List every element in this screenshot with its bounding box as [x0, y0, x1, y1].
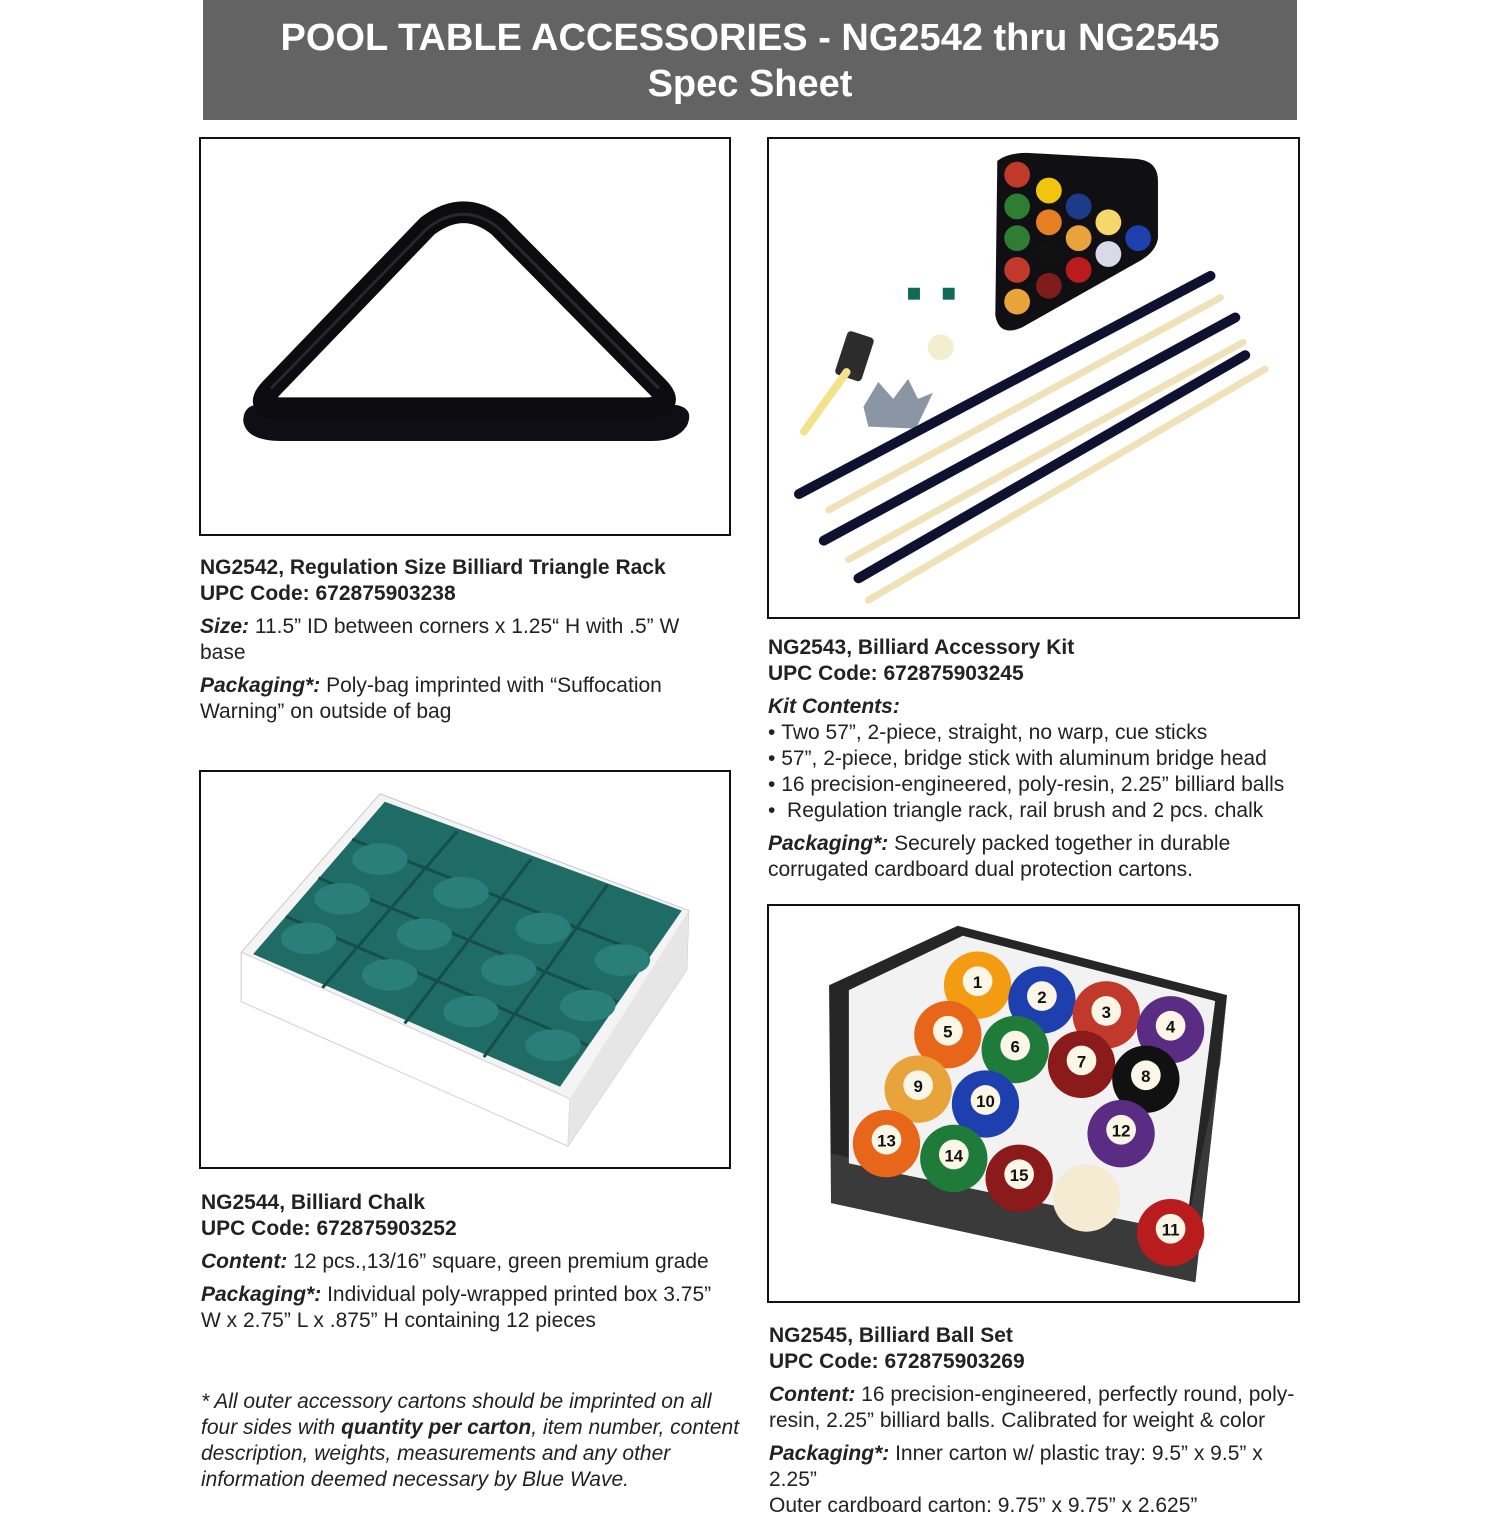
- ball-number: 3: [1101, 1002, 1111, 1022]
- chalk-image-frame: [199, 770, 731, 1169]
- rack-size-text: 11.5” ID between corners x 1.25“ H with .5” W base: [200, 615, 680, 664]
- kit-contents-label: Kit Contents:: [768, 695, 900, 718]
- balls-image-frame: [767, 904, 1300, 1303]
- kit-image-frame: [767, 137, 1300, 619]
- header-banner: [203, 0, 1297, 120]
- ball-number: 15: [1009, 1166, 1029, 1186]
- ball-number: 1: [972, 973, 983, 993]
- triangle-rack-illustration: [201, 139, 729, 534]
- kit-packaging-label: Packaging*:: [768, 832, 889, 855]
- kit-item: • 57”, 2-piece, bridge stick with aluminum bridge head: [768, 746, 1308, 772]
- rack-upc: UPC Code: 672875903238: [200, 582, 456, 605]
- rack-size-label: Size:: [200, 615, 250, 638]
- kit-item: • Regulation triangle rack, rail brush and 2 pcs. chalk: [768, 798, 1308, 824]
- balls-packaging: [769, 1441, 1314, 1519]
- chalk-specs: [201, 1190, 736, 1334]
- page-title: POOL TABLE ACCESSORIES - NG2542 thru NG2545: [280, 17, 1220, 59]
- rack-size: [200, 614, 720, 666]
- kit-item: • 16 precision-engineered, poly-resin, 2.25” billiard balls: [768, 772, 1308, 798]
- kit-title: NG2543, Billiard Accessory Kit: [768, 636, 1075, 659]
- ball-number: 12: [1111, 1121, 1131, 1141]
- rack-title: NG2542, Regulation Size Billiard Triangle Rack: [200, 556, 666, 579]
- ball-number: 2: [1037, 988, 1047, 1008]
- ball-number: 5: [943, 1022, 953, 1042]
- chalk-title: NG2544, Billiard Chalk: [201, 1191, 426, 1214]
- chalk-packaging-text: Individual poly-wrapped printed box 3.75” W x 2.75” L x .875” H containing 12 pieces: [201, 1283, 712, 1332]
- balls-title: NG2545, Billiard Ball Set: [769, 1324, 1013, 1347]
- kit-item: • Two 57”, 2-piece, straight, no warp, cue sticks: [768, 720, 1308, 746]
- chalk-upc: UPC Code: 672875903252: [201, 1217, 457, 1240]
- kit-packaging: [768, 831, 1308, 883]
- balls-content-text: 16 precision-engineered, perfectly round, poly-resin, 2.25” billiard balls. Calibrated for weight & color: [769, 1383, 1295, 1432]
- ball-number: 10: [976, 1091, 995, 1111]
- ball-set-illustration: [769, 906, 1298, 1301]
- ball-number: 8: [1141, 1067, 1151, 1087]
- rack-packaging-text: Poly-bag imprinted with “Suffocation Warning” on outside of bag: [200, 674, 662, 723]
- ball-number: 6: [1010, 1037, 1020, 1057]
- rack-specs: [200, 555, 720, 725]
- chalk-content-text: 12 pcs.,13/16” square, green premium grade: [293, 1250, 709, 1273]
- footnote-bold: quantity per carton: [341, 1416, 532, 1439]
- kit-specs: [768, 635, 1308, 883]
- chalk-packaging: [201, 1282, 736, 1334]
- kit-packaging-text: Securely packed together in durable corrugated cardboard dual protection cartons.: [768, 832, 1231, 881]
- footnote: [201, 1389, 741, 1493]
- footnote-part1: * All outer accessory cartons should be imprinted on all four sides with: [201, 1390, 712, 1439]
- chalk-content-label: Content:: [201, 1250, 288, 1273]
- kit-contents-list: [768, 720, 1308, 824]
- kit-upc: UPC Code: 672875903245: [768, 662, 1024, 685]
- rack-packaging: [200, 673, 720, 725]
- chalk-packaging-label: Packaging*:: [201, 1283, 322, 1306]
- ball-number: 4: [1165, 1017, 1176, 1037]
- cue-ball: [1053, 1164, 1120, 1231]
- page-subtitle: Spec Sheet: [647, 63, 853, 105]
- balls-content: [769, 1382, 1314, 1434]
- chalk-content: [201, 1249, 736, 1275]
- footnote-part2: , item number, content description, weights, measurements and any other information deemed necessary by Blue Wave.: [201, 1416, 740, 1491]
- rack-packaging-label: Packaging*:: [200, 674, 321, 697]
- ball-number: 9: [913, 1077, 923, 1097]
- ball-number: 7: [1076, 1052, 1087, 1072]
- ball-number: 14: [944, 1146, 964, 1166]
- ball-number: 13: [877, 1131, 896, 1151]
- rack-image-frame: [199, 137, 731, 536]
- balls-upc: UPC Code: 672875903269: [769, 1350, 1025, 1373]
- balls-specs: [769, 1323, 1314, 1519]
- balls-packaging-label: Packaging*:: [769, 1442, 890, 1465]
- balls-content-label: Content:: [769, 1383, 856, 1406]
- ball-number: 11: [1161, 1220, 1180, 1240]
- balls-packaging-line2: Outer cardboard carton: 9.75” x 9.75” x 2.625”: [769, 1494, 1198, 1517]
- accessory-kit-illustration: [769, 139, 1298, 617]
- chalk-box-illustration: [201, 772, 729, 1167]
- balls-packaging-line1: Inner carton w/ plastic tray: 9.5” x 9.5” x 2.25”: [769, 1442, 1263, 1491]
